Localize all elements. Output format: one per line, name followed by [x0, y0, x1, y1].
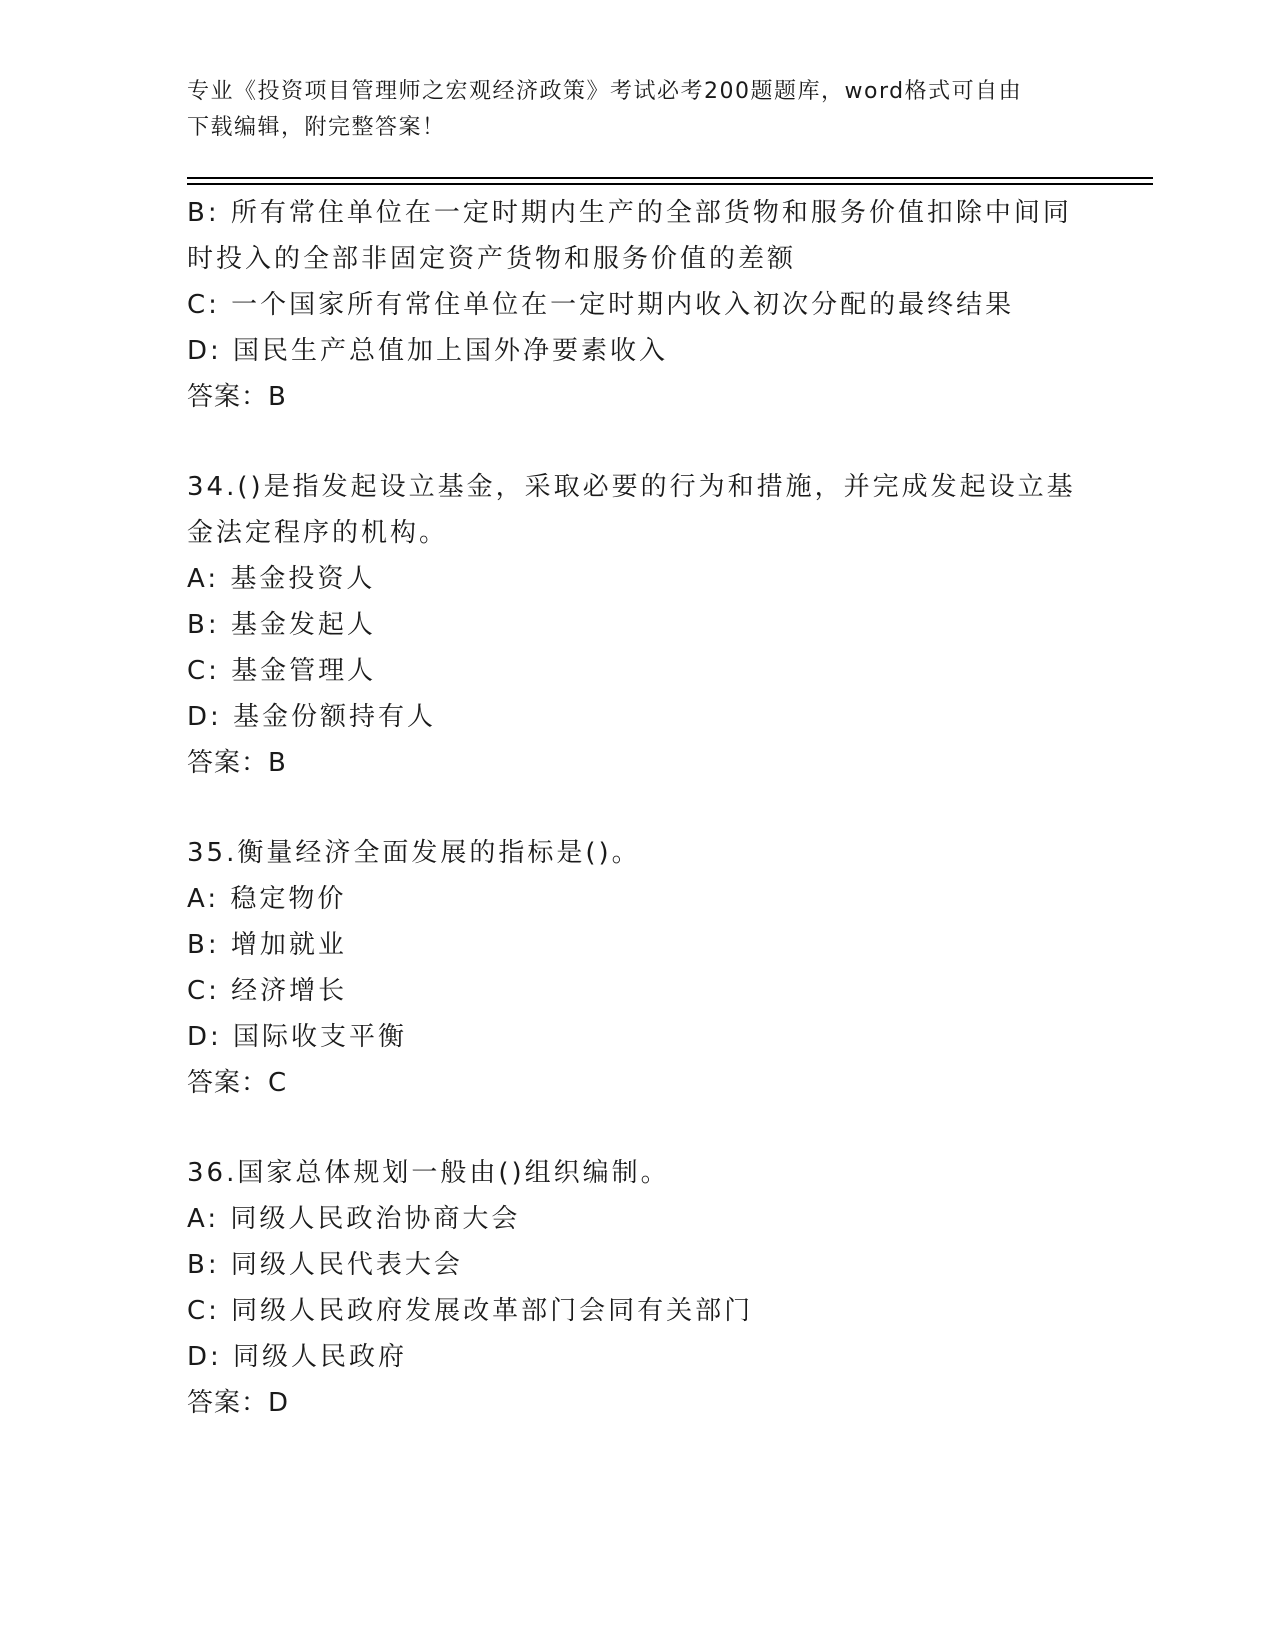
option-b: B: 同级人民代表大会 — [187, 1250, 463, 1280]
option-c: C: 经济增长 — [187, 976, 348, 1006]
option-d: D: 基金份额持有人 — [187, 702, 437, 732]
header-divider-bottom — [187, 183, 1153, 185]
header-line-2: 下载编辑，附完整答案！ — [187, 115, 446, 140]
question-33-tail — [187, 190, 1087, 420]
option-c: C: 同级人民政府发展改革部门会同有关部门 — [187, 1296, 754, 1326]
option-a: A: 同级人民政治协商大会 — [187, 1204, 521, 1234]
answer: 答案：B — [187, 748, 287, 778]
option-c: C: 基金管理人 — [187, 656, 377, 686]
option-b: B: 增加就业 — [187, 930, 347, 960]
option-a: A: 基金投资人 — [187, 564, 376, 594]
option-b-line-2: 时投入的全部非固定资产货物和服务价值的差额 — [187, 244, 797, 274]
header-line-1: 专业《投资项目管理师之宏观经济政策》考试必考200题题库，word格式可自由 — [187, 79, 1023, 104]
answer: 答案：D — [187, 1388, 290, 1418]
question-stem-line-2: 金法定程序的机构。 — [187, 518, 449, 548]
option-a: A: 稳定物价 — [187, 884, 347, 914]
question-34 — [187, 464, 1087, 786]
option-d: D: 国际收支平衡 — [187, 1022, 408, 1052]
question-stem: 35.衡量经济全面发展的指标是()。 — [187, 838, 641, 868]
question-stem-line-1: 34.()是指发起设立基金，采取必要的行为和措施，并完成发起设立基 — [187, 472, 1076, 502]
answer: 答案：B — [187, 382, 287, 412]
option-d: D: 同级人民政府 — [187, 1342, 408, 1372]
header-divider-top — [187, 177, 1153, 179]
document-header — [187, 74, 1067, 146]
question-35 — [187, 830, 1087, 1106]
question-list — [187, 190, 1087, 1426]
option-d: D: 国民生产总值加上国外净要素收入 — [187, 336, 669, 366]
option-b-line-1: B: 所有常住单位在一定时期内生产的全部货物和服务价值扣除中间同 — [187, 198, 1072, 228]
answer: 答案：C — [187, 1068, 288, 1098]
question-36 — [187, 1150, 1087, 1426]
option-c: C: 一个国家所有常住单位在一定时期内收入初次分配的最终结果 — [187, 290, 1015, 320]
question-stem: 36.国家总体规划一般由()组织编制。 — [187, 1158, 670, 1188]
option-b: B: 基金发起人 — [187, 610, 376, 640]
